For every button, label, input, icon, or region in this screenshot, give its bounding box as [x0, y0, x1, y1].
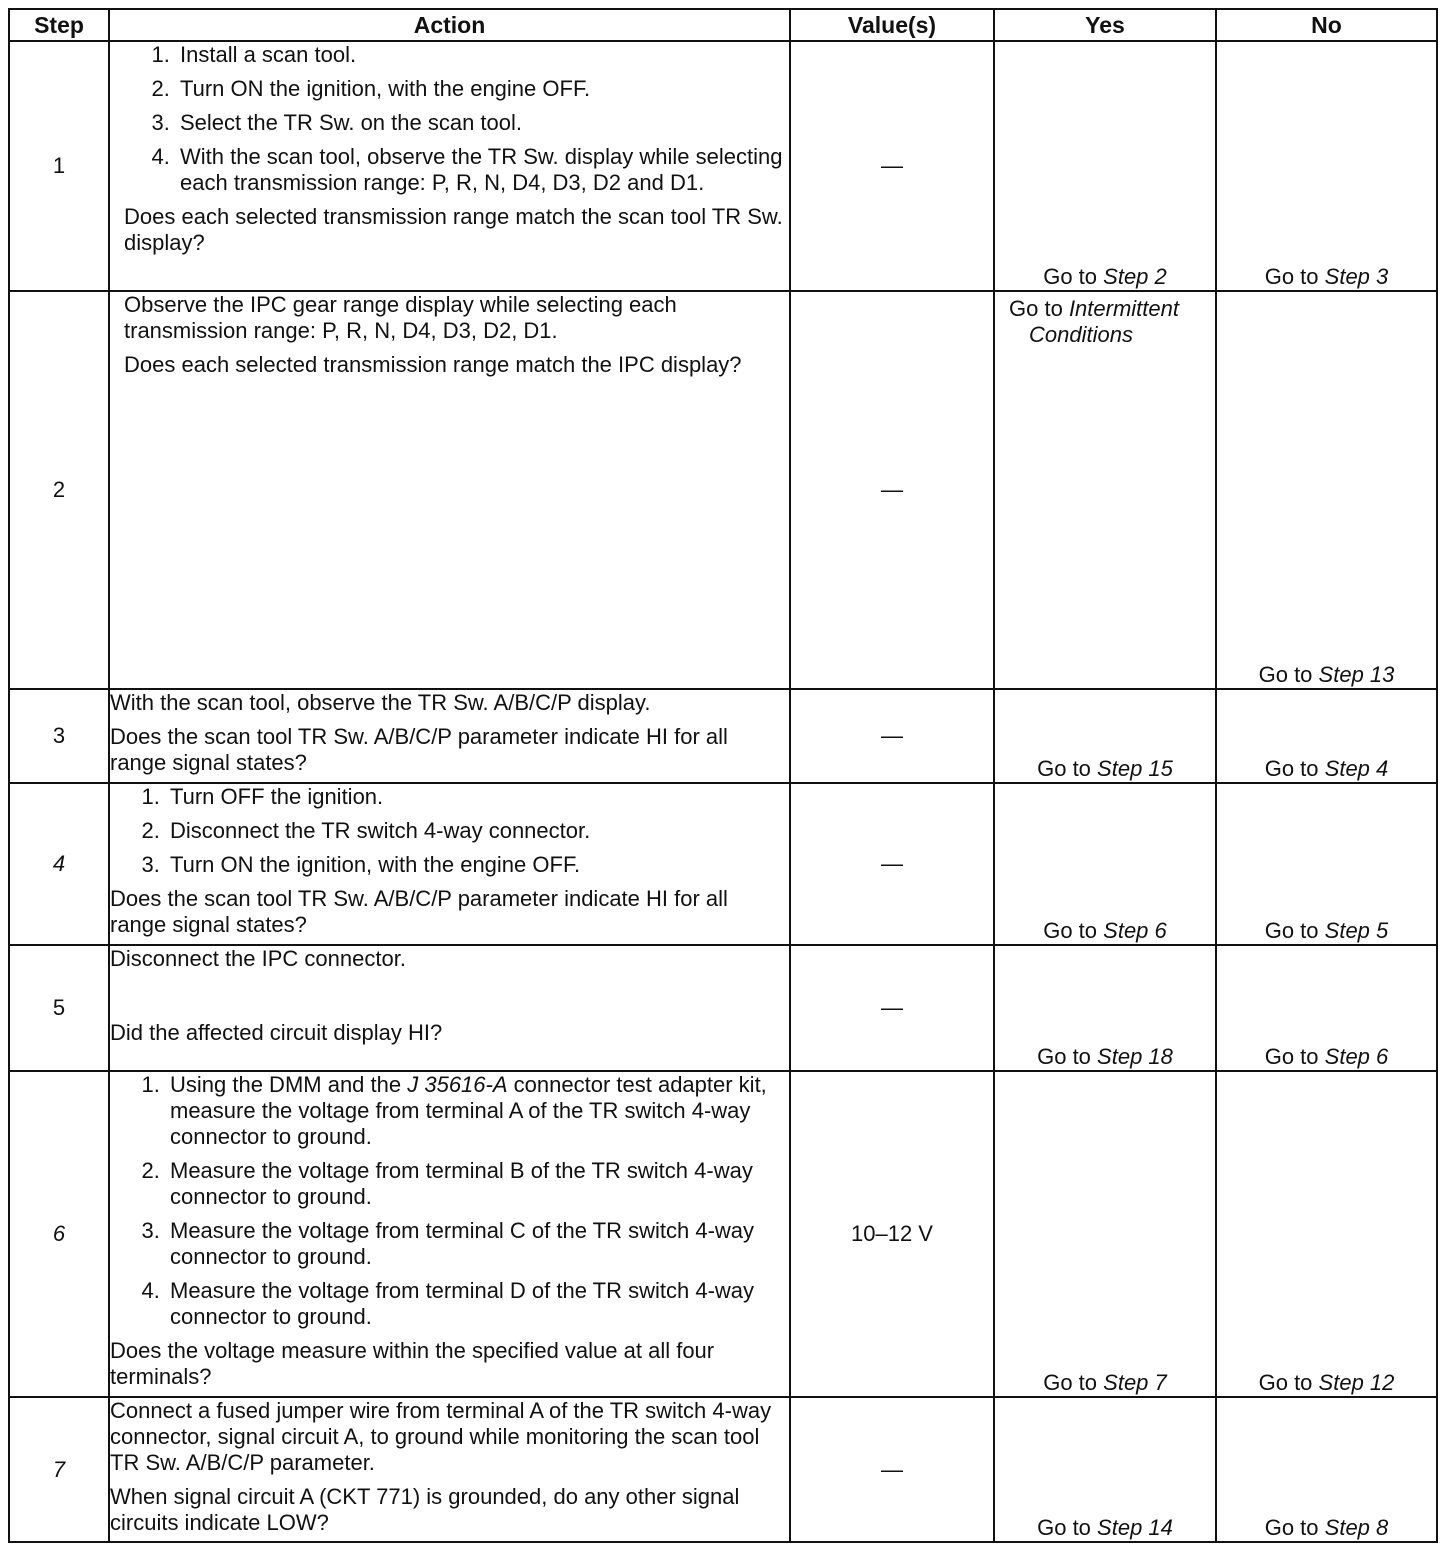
step-number: 5 [9, 945, 109, 1071]
header-row [9, 9, 1437, 41]
yes-cell [994, 1397, 1216, 1542]
goto-link[interactable]: Step 2 [1103, 264, 1167, 289]
goto-link[interactable]: Step 6 [1324, 1044, 1389, 1069]
value-cell: — [790, 291, 994, 689]
goto-prefix: Go to [1037, 1515, 1091, 1540]
goto-prefix: Go to [1264, 264, 1319, 289]
no-cell [1216, 291, 1437, 689]
list-item: 1. Install a scan tool. [176, 42, 789, 68]
action-text: Disconnect the IPC connector. [110, 946, 406, 971]
header-step: Step [9, 9, 109, 41]
action-list [110, 1072, 789, 1330]
action-question: Does each selected transmission range match the scan tool TR Sw. display? [124, 204, 783, 255]
yes-cell [994, 783, 1216, 945]
list-item: 3. Turn ON the ignition, with the engine OFF. [166, 852, 789, 878]
no-cell [1216, 41, 1437, 291]
step-number: 3 [9, 689, 109, 783]
goto-prefix: Go to [1264, 1515, 1319, 1540]
value-cell: — [790, 689, 994, 783]
goto-prefix: Go to [1043, 264, 1098, 289]
table-row [9, 1397, 1437, 1542]
action-question: Did the affected circuit display HI? [110, 1020, 443, 1045]
no-cell [1216, 945, 1437, 1071]
goto-prefix: Go to [1258, 662, 1313, 687]
step-number: 2 [9, 291, 109, 689]
no-cell [1216, 1071, 1437, 1397]
item-text: Using the DMM and the [170, 1072, 402, 1097]
tool-name: J 35616-A [407, 1072, 508, 1097]
yes-cell [994, 1071, 1216, 1397]
list-item: 2. Disconnect the TR switch 4-way connector. [166, 818, 789, 844]
action-list [124, 42, 789, 196]
action-text: Observe the IPC gear range display while selecting each transmission range: P, R, N, D4, D3, D2, D1. [124, 292, 677, 343]
goto-prefix: Go to [1043, 918, 1098, 943]
value-cell: — [790, 1397, 994, 1542]
goto-link[interactable]: Step 12 [1318, 1370, 1395, 1395]
step-number: 1 [9, 41, 109, 291]
item-text: connector test adapter kit, measure the voltage from terminal A of the TR switch 4-way connector to ground. [170, 1072, 767, 1149]
table-row [9, 291, 1437, 689]
goto-link[interactable]: Step 15 [1097, 756, 1173, 781]
goto-link[interactable]: Step 7 [1103, 1370, 1167, 1395]
goto-prefix: Go to [1037, 756, 1091, 781]
list-item: 2. Turn ON the ignition, with the engine OFF. [176, 76, 789, 102]
table-row [9, 783, 1437, 945]
goto-link[interactable]: Conditions [1029, 322, 1133, 347]
action-cell [109, 41, 790, 291]
action-question: Does each selected transmission range match the IPC display? [124, 352, 742, 377]
no-cell [1216, 1397, 1437, 1542]
step-number: 4 [9, 783, 109, 945]
goto-prefix: Go to [1264, 1044, 1319, 1069]
yes-cell [994, 945, 1216, 1071]
list-item: 4. With the scan tool, observe the TR Sw. display while selecting each transmission range: P, R, N, D4, D3, D2 and D1. [176, 144, 789, 196]
goto-prefix: Go to [1264, 918, 1319, 943]
list-item: 2. Measure the voltage from terminal B of the TR switch 4-way connector to ground. [166, 1158, 789, 1210]
goto-link[interactable]: Step 18 [1097, 1044, 1173, 1069]
goto-link[interactable]: Step 6 [1103, 918, 1167, 943]
value-cell: — [790, 945, 994, 1071]
goto-prefix: Go to [1043, 1370, 1098, 1395]
goto-link[interactable]: Step 3 [1324, 264, 1389, 289]
header-yes: Yes [994, 9, 1216, 41]
header-values: Value(s) [790, 9, 994, 41]
action-cell [109, 783, 790, 945]
yes-cell [994, 291, 1216, 689]
list-item: 1. Turn OFF the ignition. [166, 784, 789, 810]
goto-link[interactable]: Step 4 [1324, 756, 1389, 781]
action-text: Connect a fused jumper wire from terminal A of the TR switch 4-way connector, signal circuit A, to ground while monitoring the scan tool TR Sw. A/B/C/P parameter. [110, 1398, 772, 1475]
yes-cell [994, 689, 1216, 783]
no-cell [1216, 689, 1437, 783]
goto-prefix: Go to [1264, 756, 1319, 781]
table-row [9, 945, 1437, 1071]
list-item: 3. Measure the voltage from terminal C of the TR switch 4-way connector to ground. [166, 1218, 789, 1270]
goto-link[interactable]: Step 13 [1318, 662, 1395, 687]
list-item [166, 1072, 789, 1150]
goto-link[interactable]: Intermittent [1068, 296, 1179, 321]
action-cell [109, 1071, 790, 1397]
goto-link[interactable]: Step 14 [1097, 1515, 1173, 1540]
diagnostic-table [8, 8, 1438, 1543]
goto-link[interactable]: Step 5 [1324, 918, 1389, 943]
action-cell [109, 1397, 790, 1542]
action-question: Does the scan tool TR Sw. A/B/C/P parameter indicate HI for all range signal states? [110, 724, 728, 775]
step-number: 6 [9, 1071, 109, 1397]
goto-link[interactable]: Step 8 [1324, 1515, 1389, 1540]
goto-prefix: Go to [1037, 1044, 1091, 1069]
action-question: Does the voltage measure within the specified value at all four terminals? [110, 1338, 715, 1389]
value-cell: — [790, 41, 994, 291]
header-action: Action [109, 9, 790, 41]
list-item: 4. Measure the voltage from terminal D of the TR switch 4-way connector to ground. [166, 1278, 789, 1330]
goto-prefix: Go to [1258, 1370, 1313, 1395]
table-row [9, 41, 1437, 291]
yes-cell [994, 41, 1216, 291]
list-item: 3. Select the TR Sw. on the scan tool. [176, 110, 789, 136]
header-no: No [1216, 9, 1437, 41]
action-list [110, 784, 789, 878]
action-text: With the scan tool, observe the TR Sw. A/B/C/P display. [110, 690, 651, 715]
value-cell: — [790, 783, 994, 945]
action-question: When signal circuit A (CKT 771) is grounded, do any other signal circuits indicate LOW? [110, 1484, 740, 1535]
table-row [9, 689, 1437, 783]
value-cell: 10–12 V [790, 1071, 994, 1397]
goto-prefix: Go to [1009, 296, 1063, 321]
action-cell [109, 689, 790, 783]
action-question: Does the scan tool TR Sw. A/B/C/P parameter indicate HI for all range signal states? [110, 886, 728, 937]
table-row [9, 1071, 1437, 1397]
action-cell [109, 945, 790, 1071]
action-cell [109, 291, 790, 689]
step-number: 7 [9, 1397, 109, 1542]
no-cell [1216, 783, 1437, 945]
